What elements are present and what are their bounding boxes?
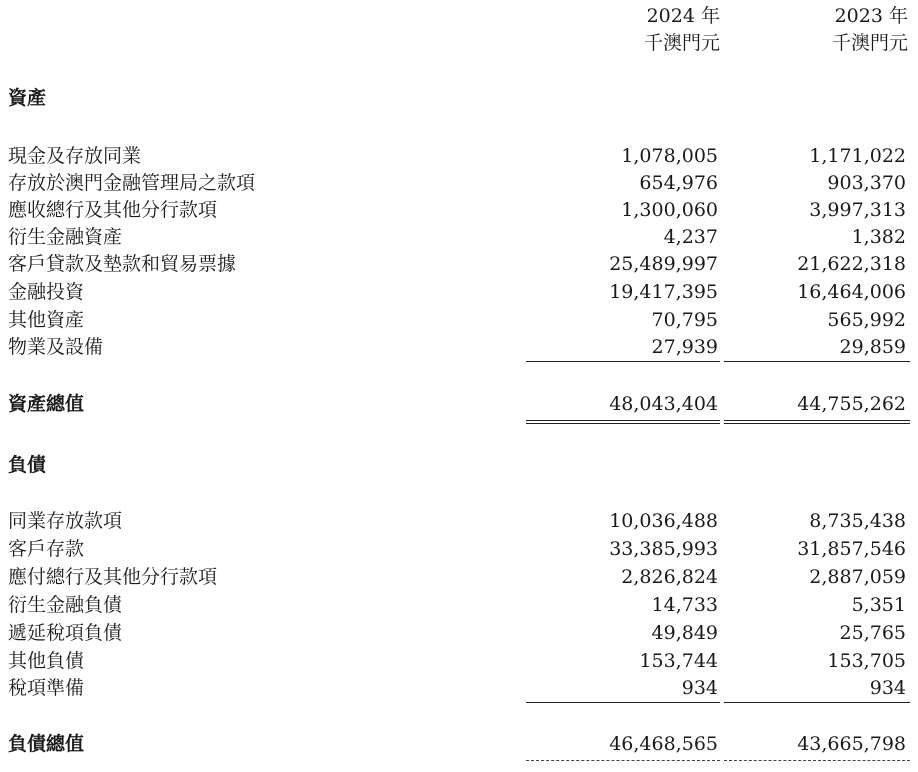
value-2023: 21,622,318 bbox=[797, 253, 906, 275]
value-2023: 565,992 bbox=[827, 309, 906, 331]
table-row bbox=[0, 591, 918, 619]
value-2024: 19,417,395 bbox=[609, 281, 718, 303]
table-row bbox=[0, 250, 918, 278]
total-row bbox=[0, 730, 918, 758]
row-label: 衍生金融負債 bbox=[8, 594, 123, 616]
value-2023: 31,857,546 bbox=[797, 538, 906, 560]
table-row bbox=[0, 563, 918, 591]
value-2023: 3,997,313 bbox=[809, 199, 906, 221]
value-2024: 33,385,993 bbox=[609, 538, 718, 560]
section-title: 資產 bbox=[8, 87, 47, 109]
value-2023: 5,351 bbox=[851, 594, 906, 616]
value-2023: 43,665,798 bbox=[797, 733, 906, 755]
value-2023: 16,464,006 bbox=[797, 281, 906, 303]
total-row bbox=[0, 390, 918, 418]
value-2023: 8,735,438 bbox=[809, 510, 906, 532]
total-double-rule bbox=[526, 420, 720, 421]
row-label: 應收總行及其他分行款項 bbox=[8, 199, 218, 221]
subtotal-rule bbox=[724, 361, 910, 362]
year-label-2023: 2023 年 bbox=[834, 5, 908, 27]
value-2023: 29,859 bbox=[839, 336, 906, 358]
row-label: 遞延稅項負債 bbox=[8, 622, 123, 644]
subtotal-rule bbox=[724, 702, 910, 703]
value-2023: 1,171,022 bbox=[809, 145, 906, 167]
year-label-2024: 2024 年 bbox=[646, 5, 720, 27]
value-2024: 49,849 bbox=[651, 622, 718, 644]
column-header-2023 bbox=[740, 3, 908, 57]
row-label: 同業存放款項 bbox=[8, 510, 123, 532]
value-2024: 14,733 bbox=[651, 594, 718, 616]
unit-label-2024: 千澳門元 bbox=[643, 32, 720, 54]
value-2024: 25,489,997 bbox=[609, 253, 718, 275]
subtotal-rule bbox=[526, 702, 720, 703]
row-label: 其他資產 bbox=[8, 309, 85, 331]
value-2024: 27,939 bbox=[651, 336, 718, 358]
row-label: 金融投資 bbox=[8, 281, 85, 303]
total-rule-dashed bbox=[526, 760, 720, 761]
value-2024: 153,744 bbox=[639, 650, 718, 672]
table-row bbox=[0, 674, 918, 702]
value-2023: 1,382 bbox=[851, 226, 906, 248]
unit-label-2023: 千澳門元 bbox=[831, 32, 908, 54]
table-row bbox=[0, 278, 918, 306]
section-title: 負債 bbox=[8, 454, 47, 476]
table-row bbox=[0, 223, 918, 251]
value-2023: 25,765 bbox=[839, 622, 906, 644]
value-2024: 934 bbox=[681, 677, 718, 699]
value-2024: 654,976 bbox=[639, 172, 718, 194]
value-2023: 44,755,262 bbox=[797, 393, 906, 415]
row-label: 存放於澳門金融管理局之款項 bbox=[8, 172, 256, 194]
value-2023: 153,705 bbox=[827, 650, 906, 672]
table-row bbox=[0, 333, 918, 361]
row-label: 稅項準備 bbox=[8, 677, 85, 699]
row-label: 現金及存放同業 bbox=[8, 145, 142, 167]
column-header-2024 bbox=[560, 3, 720, 57]
value-2024: 1,300,060 bbox=[621, 199, 718, 221]
row-label: 物業及設備 bbox=[8, 336, 104, 358]
value-2024: 4,237 bbox=[663, 226, 718, 248]
table-row bbox=[0, 535, 918, 563]
table-row bbox=[0, 507, 918, 535]
table-row bbox=[0, 306, 918, 334]
value-2023: 903,370 bbox=[827, 172, 906, 194]
value-2024: 48,043,404 bbox=[609, 393, 718, 415]
table-row bbox=[0, 647, 918, 675]
row-label: 資產總值 bbox=[8, 393, 85, 415]
row-label: 衍生金融資產 bbox=[8, 226, 123, 248]
table-row bbox=[0, 196, 918, 224]
value-2024: 10,036,488 bbox=[609, 510, 718, 532]
total-rule-dashed bbox=[724, 760, 910, 761]
row-label: 其他負債 bbox=[8, 650, 85, 672]
value-2024: 46,468,565 bbox=[609, 733, 718, 755]
table-row bbox=[0, 169, 918, 197]
table-row bbox=[0, 619, 918, 647]
liabilities-section-heading bbox=[0, 451, 918, 479]
value-2023: 2,887,059 bbox=[809, 566, 906, 588]
table-row bbox=[0, 142, 918, 170]
assets-section-heading bbox=[0, 84, 918, 112]
row-label: 負債總值 bbox=[8, 733, 85, 755]
row-label: 客戶存款 bbox=[8, 538, 85, 560]
subtotal-rule bbox=[526, 361, 720, 362]
row-label: 應付總行及其他分行款項 bbox=[8, 566, 218, 588]
value-2024: 70,795 bbox=[651, 309, 718, 331]
value-2023: 934 bbox=[869, 677, 906, 699]
value-2024: 2,826,824 bbox=[621, 566, 718, 588]
value-2024: 1,078,005 bbox=[621, 145, 718, 167]
row-label: 客戶貸款及墊款和貿易票據 bbox=[8, 253, 237, 275]
total-double-rule bbox=[724, 420, 910, 421]
